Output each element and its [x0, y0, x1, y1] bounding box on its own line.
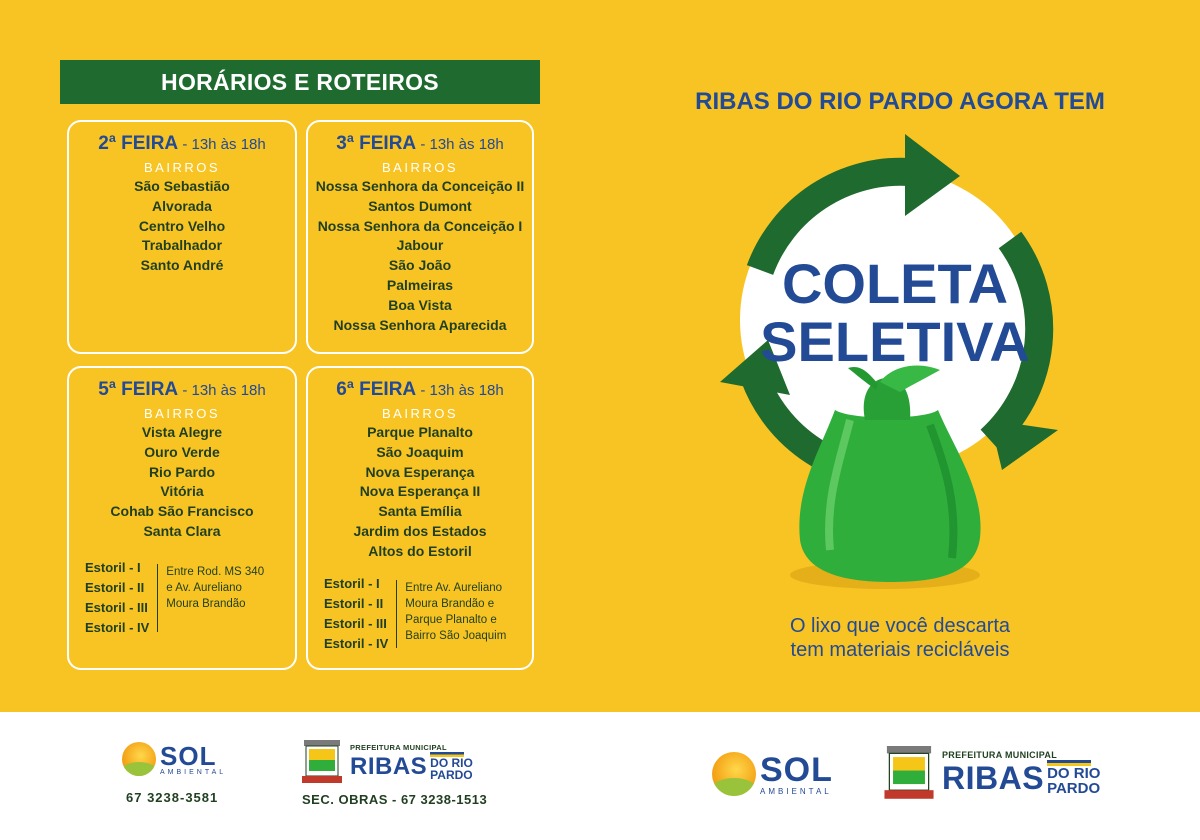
- bairros-label: BAIRROS: [381, 160, 458, 175]
- list-item: Nossa Senhora Aparecida: [333, 316, 507, 333]
- obras-phone: SEC. OBRAS - 67 3238-1513: [302, 792, 488, 807]
- list-item: Estoril - III: [85, 600, 148, 615]
- pref-city: RIBAS: [942, 760, 1045, 796]
- schedule-card-monday: [67, 120, 297, 354]
- list-item: Estoril - II: [324, 596, 384, 611]
- subtitle-line-1: O lixo que você descarta: [789, 615, 1011, 637]
- prefeitura-logo: [300, 740, 473, 784]
- title-line-1: COLETA: [781, 252, 1009, 315]
- day-label: 2ª FEIRA: [98, 133, 179, 154]
- list-item: Estoril - III: [324, 616, 387, 631]
- note-line: e Av. Aureliano: [166, 582, 242, 594]
- schedule-card-tuesday: [306, 120, 534, 354]
- pref-city-do-rio: DO RIO: [430, 756, 473, 770]
- list-item: Estoril - II: [85, 580, 145, 595]
- time-label: - 13h às 18h: [182, 136, 266, 153]
- time-label: - 13h às 18h: [420, 136, 504, 153]
- day-row: [308, 133, 532, 155]
- list-item: São Sebastião: [134, 178, 230, 194]
- bairros-list: [308, 177, 532, 335]
- list-item: Trabalhador: [141, 237, 223, 254]
- list-item: Rio Pardo: [148, 463, 216, 480]
- coleta-seletiva-title: [760, 252, 1030, 373]
- list-item: Nova Esperança II: [359, 483, 481, 500]
- note-line: Moura Brandão e: [405, 598, 495, 610]
- note-line: Parque Planalto e: [405, 614, 497, 626]
- time-label: - 13h às 18h: [182, 382, 266, 399]
- sol-name: SOL: [760, 750, 833, 789]
- list-item: Ouro Verde: [144, 443, 220, 460]
- pref-city-pardo: PARDO: [1047, 780, 1101, 797]
- pref-city-do-rio: DO RIO: [1047, 765, 1101, 782]
- list-item: Vista Alegre: [141, 424, 223, 440]
- tagline: RIBAS DO RIO PARDO AGORA TEM: [695, 88, 1105, 115]
- list-item: Vitória: [160, 483, 204, 500]
- list-item: São Joaquim: [376, 443, 464, 460]
- day-row: [69, 379, 295, 401]
- prefeitura-logo-large: [882, 746, 1100, 800]
- bairros-list: [308, 423, 532, 562]
- estoril-note: [396, 580, 516, 648]
- list-item: Nossa Senhora da Conceição I: [317, 217, 523, 234]
- schedule-card-friday: [306, 366, 534, 670]
- list-item: Jardim dos Estados: [353, 522, 487, 539]
- list-item: Altos do Estoril: [368, 542, 472, 559]
- estoril-list: [324, 574, 388, 654]
- sun-icon: [712, 752, 756, 796]
- schedule-card-thursday: [67, 366, 297, 670]
- list-item: Nossa Senhora da Conceição II: [315, 178, 525, 194]
- list-item: Estoril - IV: [324, 636, 389, 651]
- subtitle-line-2: tem materiais recicláveis: [790, 639, 1010, 661]
- list-item: Nova Esperança: [365, 463, 475, 480]
- bairros-label: BAIRROS: [143, 406, 220, 421]
- list-item: Santa Clara: [143, 522, 221, 539]
- note-line: Moura Brandão: [166, 598, 246, 610]
- bairros-label: BAIRROS: [143, 160, 220, 175]
- day-row: [308, 379, 532, 401]
- bairros-label: BAIRROS: [381, 406, 458, 421]
- list-item: Parque Planalto: [367, 424, 473, 440]
- note-line: Entre Rod. MS 340: [166, 566, 265, 578]
- list-item: Alvorada: [152, 197, 212, 214]
- pref-label: PREFEITURA MUNICIPAL: [942, 750, 1057, 760]
- pref-city: RIBAS: [350, 752, 428, 780]
- title-line-2: SELETIVA: [760, 310, 1030, 373]
- list-item: São João: [388, 257, 452, 274]
- list-item: Palmeiras: [386, 276, 454, 293]
- sol-sub: AMBIENTAL: [160, 768, 227, 776]
- sol-name: SOL: [160, 740, 217, 771]
- list-item: Estoril - I: [324, 576, 380, 591]
- crest-icon: [300, 740, 344, 784]
- pref-label: PREFEITURA MUNICIPAL: [350, 743, 447, 752]
- note-line: Entre Av. Aureliano: [405, 582, 503, 594]
- bairros-list: [69, 177, 295, 276]
- sol-sub: AMBIENTAL: [760, 786, 832, 796]
- sol-phone: 67 3238-3581: [126, 790, 219, 805]
- schedule-header: HORÁRIOS E ROTEIROS: [60, 60, 540, 104]
- sun-icon: [122, 742, 156, 776]
- estoril-list: [85, 558, 149, 638]
- list-item: Jabour: [396, 237, 444, 254]
- list-item: Estoril - IV: [85, 620, 150, 635]
- crest-icon: [882, 746, 936, 800]
- list-item: Santo André: [140, 257, 224, 274]
- estoril-block: [85, 558, 275, 638]
- list-item: Centro Velho: [138, 217, 226, 234]
- sol-ambiental-logo-large: [712, 752, 833, 796]
- estoril-block: [324, 574, 516, 654]
- day-label: 6ª FEIRA: [336, 379, 417, 400]
- sol-ambiental-logo: [122, 742, 226, 776]
- time-label: - 13h às 18h: [420, 382, 504, 399]
- list-item: Estoril - I: [85, 560, 141, 575]
- pref-city-pardo: PARDO: [430, 768, 473, 782]
- day-label: 5ª FEIRA: [98, 379, 179, 400]
- list-item: Santos Dumont: [368, 197, 472, 214]
- day-label: 3ª FEIRA: [336, 133, 417, 154]
- hero-subtitle: [700, 614, 1100, 662]
- day-row: [69, 133, 295, 155]
- estoril-note: [157, 564, 275, 632]
- list-item: Boa Vista: [388, 296, 452, 313]
- list-item: Santa Emília: [378, 503, 462, 520]
- note-line: Bairro São Joaquim: [405, 630, 507, 642]
- bairros-list: [69, 423, 295, 542]
- list-item: Cohab São Francisco: [110, 503, 254, 520]
